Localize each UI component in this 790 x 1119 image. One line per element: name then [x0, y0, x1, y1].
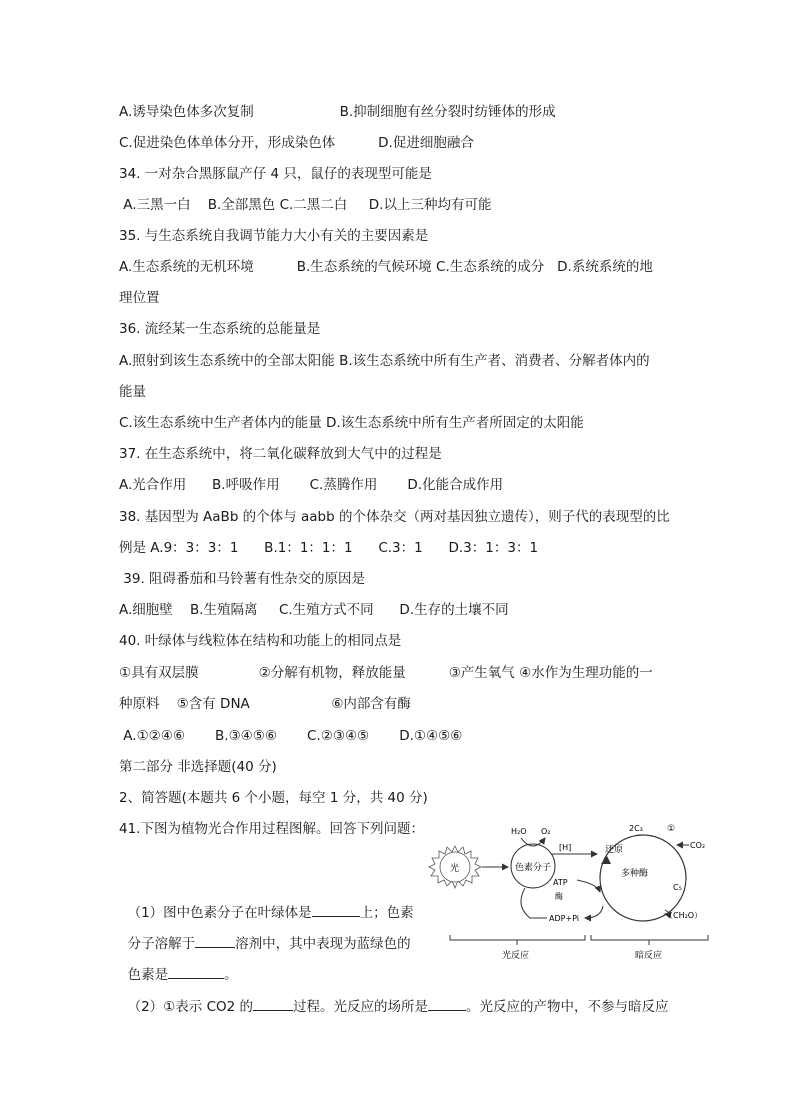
question-line: 38. 基因型为 AaBb 的个体与 aabb 的个体杂交（两对基因独立遗传），则子代的表现型的比 [119, 509, 670, 525]
adp-label: ADP+Pi [549, 914, 580, 923]
q41-part1-line3: 色素是 。 [119, 946, 238, 984]
light-reaction-brace [450, 935, 585, 945]
pigment-label: 色素分子 [515, 863, 552, 873]
enzyme-label: 酶 [555, 892, 563, 901]
atp-label: ATP [553, 878, 568, 887]
dark-reaction-label: 暗反应 [635, 951, 663, 961]
light-label: 光 [450, 864, 460, 874]
question-line: A.细胞壁 B.生殖隔离 C.生殖方式不同 D.生存的土壤不同 [119, 602, 509, 618]
question-line: A.光合作用 B.呼吸作用 C.蒸腾作用 D.化能合成作用 [119, 477, 504, 493]
light-reaction-label: 光反应 [502, 951, 530, 961]
question-line: 34. 一对杂合黑豚鼠产仔 4 只，鼠仔的表现型可能是 [119, 166, 432, 182]
question-line: 种原料 ⑤含有 DNA ⑥内部含有酶 [119, 696, 411, 712]
o2-label: O₂ [541, 827, 551, 836]
section-title: 2、简答题(本题共 6 个小题，每空 1 分，共 40 分) [119, 790, 428, 806]
question-41-title: 41.下图为植物光合作用过程图解。回答下列问题： [119, 821, 424, 837]
c3-label: 2C₃ [629, 824, 643, 833]
question-line: C.该生态系统中生产者体内的能量 D.该生态系统中所有生产者所固定的太阳能 [119, 415, 584, 431]
question-line: 35. 与生态系统自我调节能力大小有关的主要因素是 [119, 228, 429, 244]
question-line: 36. 流经某一生态系统的总能量是 [119, 321, 321, 337]
ch2o-label: （CH₂O） [665, 911, 703, 920]
question-line: A.照射到该生态系统中的全部太阳能 B.该生态系统中所有生产者、消费者、分解者体内的 [119, 353, 650, 369]
co2-label: CO₂ [690, 841, 706, 850]
question-line: 能量 [119, 384, 146, 400]
step-one-marker: ① [667, 824, 676, 834]
atp-to-cycle-arrow [577, 880, 600, 892]
question-line: 37. 在生态系统中，将二氧化碳释放到大气中的过程是 [119, 446, 442, 462]
h2o-label: H₂O [511, 827, 527, 836]
question-line: 例是 A.9：3：3：1 B.1：1：1：1 C.3：1 D.3：1：3：1 [119, 540, 539, 556]
section-title: 第二部分 非选择题(40 分) [119, 759, 277, 775]
q41-part1-line1: （1）图中色素分子在叶绿体是 上；色素 [119, 884, 414, 922]
dark-reaction-brace [591, 935, 708, 945]
question-line: A.三黑一白 B.全部黑色 C.二黑二白 D.以上三种均有可能 [119, 197, 492, 213]
h-label: [H] [559, 843, 572, 852]
q41-part2-line1: （2）①表示 CO2 的 过程。光反应的场所是 。光反应的产物中，不参与暗反应 [119, 978, 669, 1016]
question-line: ①具有双层膜 ②分解有机物，释放能量 ③产生氧气 ④水作为生理功能的一 [119, 665, 653, 681]
answer-blank[interactable] [253, 996, 293, 1011]
adp-return-arrow [585, 906, 603, 918]
photosynthesis-diagram [425, 818, 715, 968]
question-line: 40. 叶绿体与线粒体在结构和功能上的相同点是 [119, 633, 402, 649]
question-line: A.①②④⑥ B.③④⑤⑥ C.②③④⑤ D.①④⑤⑥ [119, 728, 463, 744]
c5-label: C₅ [673, 883, 682, 892]
atp-arrow [521, 888, 547, 918]
question-line: 39. 阻碍番茄和马铃薯有性杂交的原因是 [119, 571, 366, 587]
question-line: A.诱导染色体多次复制 B.抑制细胞有丝分裂时纺锤体的形成 [119, 104, 556, 120]
question-line: C.促进染色体单体分开，形成染色体 D.促进细胞融合 [119, 135, 474, 151]
answer-blank[interactable] [428, 996, 466, 1011]
question-line: 理位置 [119, 290, 160, 306]
enzymes-label: 多种酶 [621, 869, 649, 879]
q41-part1-line2: 分子溶解于 溶剂中，其中表现为蓝绿色的 [119, 915, 411, 953]
answer-blank[interactable] [168, 964, 224, 979]
reduction-label: 还原 [605, 845, 624, 855]
question-line: A.生态系统的无机环境 B.生态系统的气候环境 C.生态系统的成分 D.系统系统的地 [119, 259, 653, 275]
